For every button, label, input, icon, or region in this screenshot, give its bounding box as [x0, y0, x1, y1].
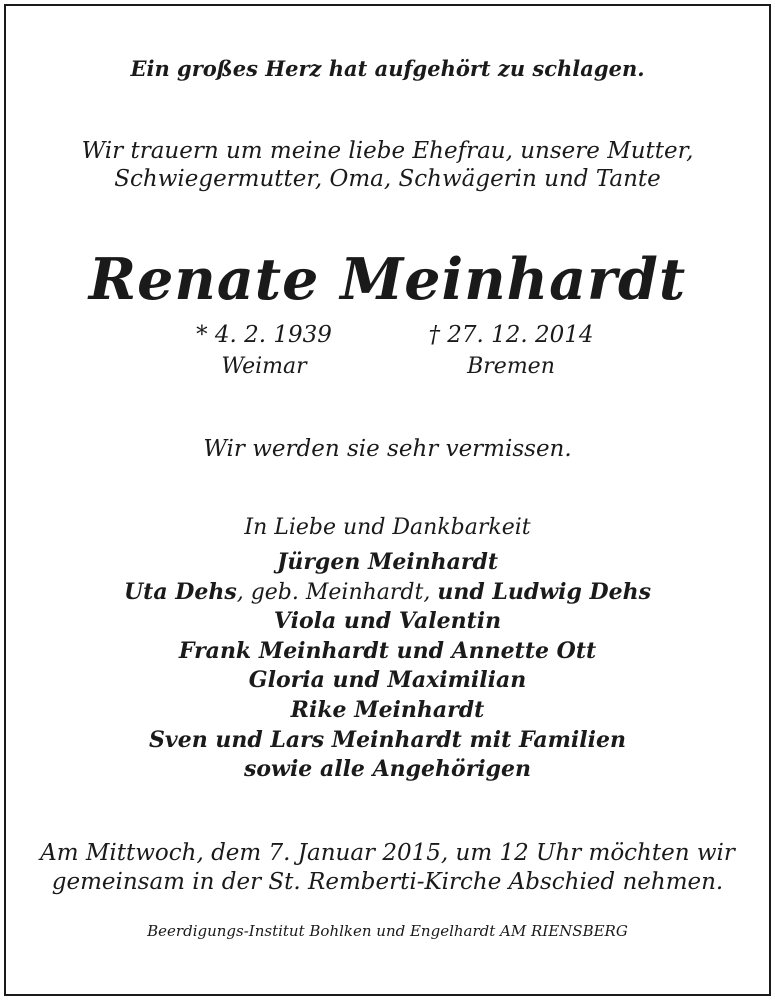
family-line-2-birthname: , geb. Meinhardt, — [236, 579, 438, 605]
funeral-line-1: Am Mittwoch, dem 7. Januar 2015, um 12 Uhr möchten wir — [40, 840, 735, 866]
family-line-6: Rike Meinhardt — [290, 696, 485, 723]
deceased-name: Renate Meinhardt — [88, 246, 687, 313]
intro-line-1: Wir trauern um meine liebe Ehefrau, unsere Mutter, — [81, 138, 694, 164]
family-line-5: Gloria und Maximilian — [248, 667, 527, 694]
family-line-8: sowie alle Angehörigen — [243, 756, 532, 783]
family-line-2-name: Uta Dehs — [123, 578, 237, 605]
family-line-1: Jürgen Meinhardt — [276, 549, 499, 575]
love-line: In Liebe und Dankbarkeit — [244, 515, 531, 540]
family-line-4: Frank Meinhardt und Annette Ott — [178, 637, 597, 664]
family-line-7: Sven und Lars Meinhardt mit Familien — [149, 726, 626, 753]
death-place: Bremen — [467, 354, 555, 379]
family-line-2-spouse: und Ludwig Dehs — [437, 578, 652, 605]
miss-line: Wir werden sie sehr vermissen. — [203, 436, 572, 462]
intro-line-2: Schwiegermutter, Oma, Schwägerin und Tante — [114, 166, 661, 192]
death-info — [401, 322, 621, 379]
death-date: † 27. 12. 2014 — [428, 322, 594, 348]
family-line-2 — [0, 578, 775, 608]
birth-place: Weimar — [221, 354, 307, 379]
family-line-3: Viola und Valentin — [273, 608, 502, 635]
family-list — [0, 548, 775, 785]
motto: Ein großes Herz hat aufgehört zu schlagen. — [130, 56, 645, 81]
funeral-institute: Beerdigungs-Institut Bohlken und Engelhardt AM RIENSBERG — [147, 922, 628, 940]
birth-info — [154, 322, 374, 379]
birth-date: * 4. 2. 1939 — [196, 322, 332, 348]
funeral-line-2: gemeinsam in der St. Remberti-Kirche Abschied nehmen. — [51, 869, 724, 895]
